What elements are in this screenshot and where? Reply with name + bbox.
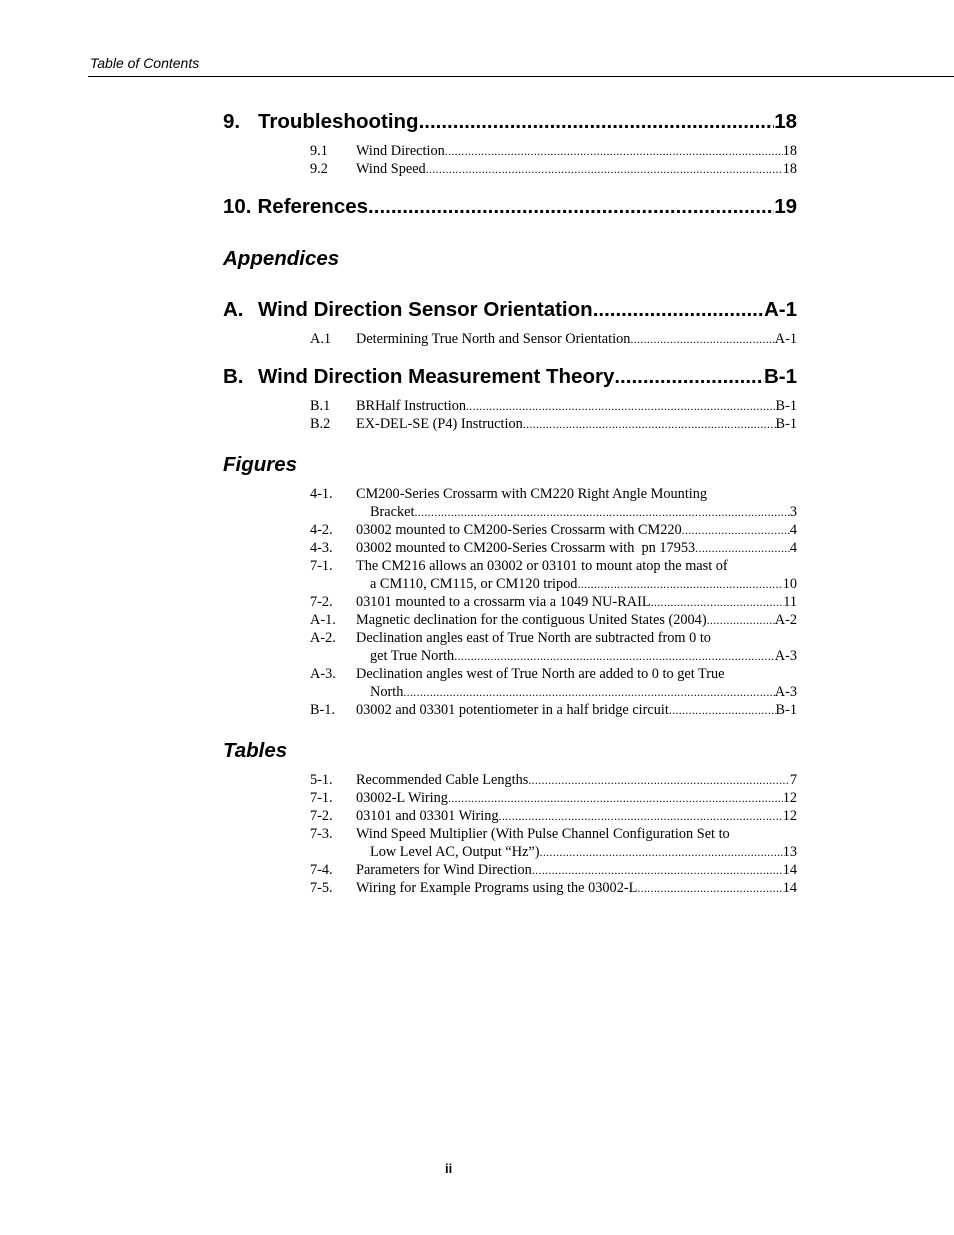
entry-title-line1: Wind Speed Multiplier (With Pulse Channel Configuration Set to	[356, 826, 730, 842]
dot-leader	[466, 397, 776, 415]
appendix-b-subentries	[310, 397, 797, 433]
entry-number: 9.2	[310, 161, 328, 177]
section-page: 18	[774, 110, 797, 133]
entry-number: A.1	[310, 331, 332, 347]
running-header: Table of Contents	[90, 55, 200, 71]
entry-number: 7-1.	[310, 790, 333, 806]
dot-leader	[403, 683, 774, 701]
entry-number: A-2.	[310, 630, 336, 646]
appendices-heading: Appendices	[223, 247, 340, 270]
entry-page: 10	[782, 576, 797, 592]
figure-entry-a-3[interactable]	[310, 665, 797, 701]
entry-page: 12	[782, 790, 797, 806]
entry-title: EX-DEL-SE (P4) Instruction	[356, 416, 523, 432]
table-entry-7-4[interactable]	[310, 861, 797, 879]
entry-title: Recommended Cable Lengths	[356, 772, 529, 788]
figure-entry-7-1[interactable]	[310, 557, 797, 593]
dot-leader	[651, 593, 784, 611]
entry-title: BRHalf Instruction	[356, 398, 466, 414]
table-entry-7-1[interactable]	[310, 789, 797, 807]
entry-title-line2: Low Level AC, Output “Hz”)	[370, 844, 540, 860]
table-entry-7-5[interactable]	[310, 879, 797, 897]
entry-title: Wind Speed	[356, 161, 426, 177]
entry-page: 18	[782, 161, 797, 177]
dot-leader	[695, 539, 790, 557]
dot-leader	[682, 521, 790, 539]
entry-title: 03002 mounted to CM200-Series Crossarm with pn 17953	[356, 540, 696, 556]
entry-number: 4-1.	[310, 486, 333, 502]
figure-entry-a-2[interactable]	[310, 629, 797, 665]
entry-title-line1: The CM216 allows an 03002 or 03101 to mount atop the mast of	[356, 558, 728, 574]
entry-number: 7-2.	[310, 594, 333, 610]
appendix-a-subentries	[310, 330, 797, 348]
dot-leader	[419, 110, 775, 134]
section-page: A-1	[763, 298, 797, 321]
entry-title: 03002-L Wiring	[356, 790, 448, 806]
entry-page: A-3	[774, 648, 797, 664]
table-entry-5-1[interactable]	[310, 771, 797, 789]
section-9-subentries	[310, 142, 797, 178]
entry-title-line1: CM200-Series Crossarm with CM220 Right Angle Mounting	[356, 486, 708, 502]
tables-list	[310, 771, 797, 897]
entry-page: A-3	[774, 684, 797, 700]
entry-number: 4-3.	[310, 540, 333, 556]
entry-number: B.1	[310, 398, 331, 414]
section-title: Troubleshooting	[258, 110, 419, 133]
dot-leader	[577, 575, 782, 593]
entry-title-line2: get True North	[370, 648, 455, 664]
entry-page: 4	[789, 522, 797, 538]
entry-title: Wind Direction	[356, 143, 445, 159]
entry-page: 11	[783, 594, 797, 610]
section-title: Wind Direction Measurement Theory	[258, 365, 615, 388]
entry-number: A-3.	[310, 666, 336, 682]
dot-leader	[523, 415, 776, 433]
entry-number: B.2	[310, 416, 331, 432]
entry-number: 7-3.	[310, 826, 333, 842]
entry-title: 03002 mounted to CM200-Series Crossarm with CM220	[356, 522, 682, 538]
entry-number: 4-2.	[310, 522, 333, 538]
entry-page: B-1	[775, 702, 797, 718]
toc-section-10[interactable]	[223, 195, 797, 219]
entry-number: 5-1.	[310, 772, 333, 788]
section-number: A.	[223, 298, 244, 321]
dot-leader	[630, 330, 774, 348]
section-page: 19	[774, 195, 797, 218]
figures-heading: Figures	[223, 453, 298, 476]
figure-entry-b-1[interactable]	[310, 701, 797, 719]
entry-number: A-1.	[310, 612, 336, 628]
entry-page: 18	[782, 143, 797, 159]
table-entry-7-3[interactable]	[310, 825, 797, 861]
entry-title-line2: a CM110, CM115, or CM120 tripod	[370, 576, 578, 592]
entry-title-line2: North	[370, 684, 404, 700]
toc-section-9[interactable]	[223, 110, 797, 134]
toc-entry-9-1[interactable]	[310, 142, 797, 160]
dot-leader	[540, 843, 783, 861]
toc-entry-b-2[interactable]	[310, 415, 797, 433]
entry-page: B-1	[775, 398, 797, 414]
dot-leader	[669, 701, 776, 719]
section-title: Wind Direction Sensor Orientation	[258, 298, 593, 321]
entry-number: 7-5.	[310, 880, 333, 896]
dot-leader	[414, 503, 789, 521]
dot-leader	[614, 365, 764, 389]
section-title: References	[257, 195, 369, 218]
section-number: B.	[223, 365, 244, 388]
figure-entry-4-1[interactable]	[310, 485, 797, 521]
toc-body	[223, 110, 797, 897]
dot-leader	[448, 789, 783, 807]
entry-page: A-1	[774, 331, 797, 347]
entry-page: 7	[789, 772, 797, 788]
entry-page: 14	[782, 880, 797, 896]
entry-title: Determining True North and Sensor Orientation	[356, 331, 631, 347]
entry-number: 9.1	[310, 143, 328, 159]
entry-title: 03002 and 03301 potentiometer in a half bridge circuit	[356, 702, 669, 718]
tables-heading: Tables	[223, 739, 288, 762]
entry-title: Parameters for Wind Direction	[356, 862, 532, 878]
toc-entry-b-1[interactable]	[310, 397, 797, 415]
entry-page: A-2	[774, 612, 797, 628]
dot-leader	[532, 861, 783, 879]
toc-entry-a-1[interactable]	[310, 330, 797, 348]
dot-leader	[528, 771, 790, 789]
toc-appendix-b[interactable]	[223, 365, 797, 389]
dot-leader	[368, 195, 774, 219]
entry-number: 7-2.	[310, 808, 333, 824]
figure-entry-4-2[interactable]	[310, 521, 797, 539]
entry-page: B-1	[775, 416, 797, 432]
entry-number: B-1.	[310, 702, 336, 718]
toc-entry-9-2[interactable]	[310, 160, 797, 178]
dot-leader	[637, 879, 782, 897]
dot-leader	[454, 647, 775, 665]
page-number: ii	[445, 1161, 453, 1176]
figure-entry-4-3[interactable]	[310, 539, 797, 557]
header-rule	[88, 76, 954, 77]
figure-entry-7-2[interactable]	[310, 593, 797, 611]
entry-page: 12	[782, 808, 797, 824]
dot-leader	[499, 807, 783, 825]
entry-page: 4	[789, 540, 797, 556]
entry-title: Magnetic declination for the contiguous United States (2004)	[356, 612, 707, 628]
dot-leader	[426, 160, 783, 178]
entry-page: 3	[789, 504, 797, 520]
figures-list	[310, 485, 797, 719]
dot-leader	[445, 142, 783, 160]
dot-leader	[593, 298, 764, 322]
entry-number: 7-4.	[310, 862, 333, 878]
toc-appendix-a[interactable]	[223, 298, 797, 322]
entry-page: 14	[782, 862, 797, 878]
dot-leader	[707, 611, 775, 629]
entry-title: Wiring for Example Programs using the 03002-L	[356, 880, 638, 896]
table-entry-7-2[interactable]	[310, 807, 797, 825]
section-page: B-1	[763, 365, 797, 388]
section-number: 10.	[223, 195, 252, 218]
entry-title: 03101 mounted to a crossarm via a 1049 NU-RAIL	[356, 594, 651, 610]
entry-title-line2: Bracket	[370, 504, 415, 520]
entry-title: 03101 and 03301 Wiring	[356, 808, 499, 824]
entry-number: 7-1.	[310, 558, 333, 574]
section-number: 9.	[223, 110, 241, 133]
entry-title-line1: Declination angles east of True North are subtracted from 0 to	[356, 630, 711, 646]
entry-title-line1: Declination angles west of True North are added to 0 to get True	[356, 666, 725, 682]
entry-page: 13	[782, 844, 797, 860]
figure-entry-a-1[interactable]	[310, 611, 797, 629]
